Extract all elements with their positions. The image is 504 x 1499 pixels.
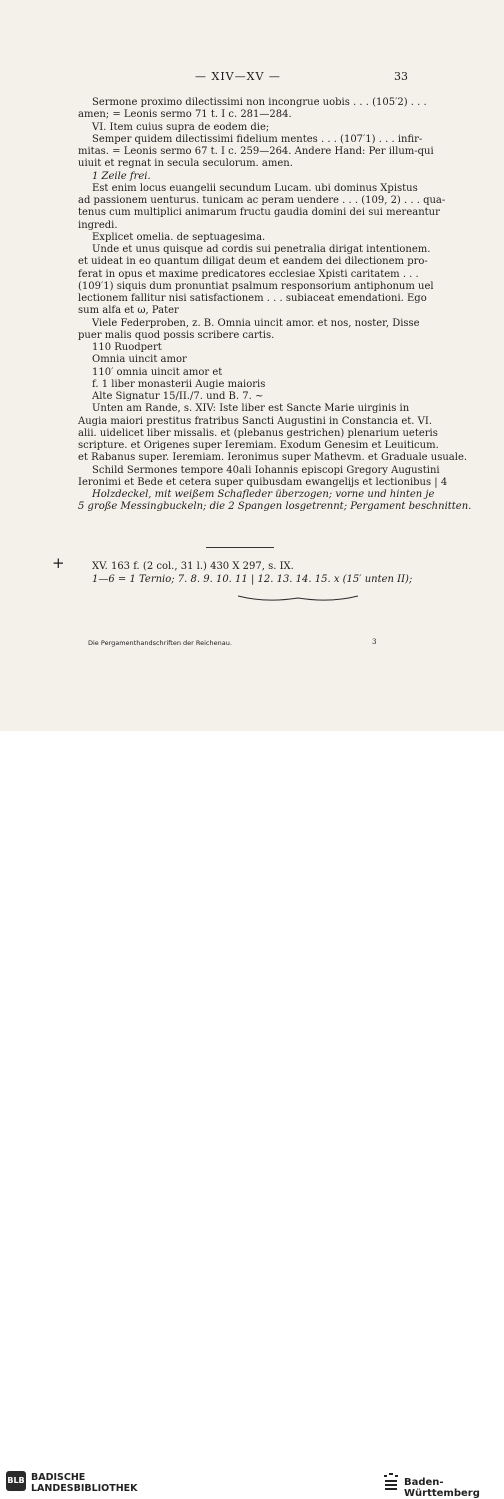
text-line: Schild Sermones tempore 40ali Iohannis episcopi Gregory Augustini (92, 464, 440, 476)
collection-footnote: Die Pergamenthandschriften der Reichenau. (88, 639, 232, 647)
entry-line: 1—6 = 1 Ternio; 7. 8. 9. 10. 11 | 12. 13. 14. 15. x (15′ unten II); (92, 573, 413, 585)
text-line: lectionem fallitur nisi satisfactionem . . . subiaceat emendationi. Ego (78, 293, 427, 304)
text-line: Ieronimi et Bede et cetera super quibusdam ewangelijs et lectionibus | 4 (78, 476, 448, 488)
blb-logo-icon[interactable]: BLB (6, 1471, 26, 1491)
manuscript-entry (92, 561, 412, 586)
text-line: ad passionem uenturus. tunicam ac peram uendere . . . (109, 2) . . . qua- (78, 195, 446, 206)
text-line: Unten am Rande, s. XIV: Iste liber est Sancte Marie uirginis in (92, 403, 410, 415)
text-line: Est enim locus euangelii secundum Lucam. ubi dominus Xpistus (92, 182, 418, 194)
text-line: 1 Zeile frei. (92, 170, 151, 182)
text-line: VI. Item cuius supra de eodem die; (92, 121, 270, 133)
plus-marker: + (52, 554, 65, 572)
text-line: mitas. = Leonis sermo 67 t. I c. 259—264. Andere Hand: Per illum-qui (78, 146, 434, 157)
text-line: Explicet omelia. de septuagesima. (92, 231, 266, 243)
text-line: alii. uidelicet liber missalis. et (plebanus gestrichen) plenarium ueteris (78, 427, 438, 439)
state-name[interactable]: Baden-Württemberg (404, 1477, 480, 1499)
text-line: (109′1) siquis dum pronuntiat psalmum responsorium antiphonum uel (78, 280, 434, 292)
library-footer (0, 731, 504, 1499)
section-divider (206, 547, 274, 548)
text-line: scripture. et Origenes super Ieremiam. Exodum Genesim et Leuiticum. (78, 440, 439, 451)
text-line: 110′ omnia uincit amor et (92, 366, 223, 378)
signature-mark: 3 (372, 638, 377, 646)
text-line: puer malis quod possis scribere cartis. (78, 329, 275, 341)
scanned-page (0, 0, 504, 731)
text-line: 5 große Messingbuckeln; die 2 Spangen losgetrennt; Pergament beschnitten. (78, 501, 472, 513)
text-line: Semper quidem dilectissimi fidelium mentes . . . (107′1) . . . infir- (92, 133, 423, 145)
page-number: 33 (394, 70, 408, 83)
text-line: Unde et unus quisque ad cordis sui penetralia dirigat intentionem. (92, 244, 431, 255)
text-line: amen; = Leonis sermo 71 t. I c. 281—284. (78, 109, 292, 121)
brace-mark (236, 594, 360, 604)
text-line: et uideat in eo quantum diligat deum et eandem dei dilectionem pro- (78, 256, 428, 268)
library-name-line: BADISCHE (31, 1472, 86, 1483)
text-line: uiuit et regnat in secula seculorum. amen. (78, 158, 293, 170)
text-line: et Rabanus super. Ieremiam. Ieronimus super Mathevm. et Graduale usuale. (78, 452, 468, 464)
text-line: sum alfa et ω, Pater (78, 305, 179, 317)
entry-line: XV. 163 f. (2 col., 31 l.) 430 X 297, s. IX. (92, 561, 294, 572)
text-line: f. 1 liber monasterii Augie maioris (92, 378, 266, 390)
text-line: 110 Ruodpert (92, 342, 162, 353)
running-title: — XIV—XV — (195, 70, 281, 83)
text-line: Omnia uincit amor (92, 354, 187, 366)
state-coat-of-arms-icon[interactable] (382, 1472, 400, 1492)
text-line: tenus cum multiplici animarum fructu gaudia domini dei sui mereantur (78, 207, 440, 219)
text-line: Holzdeckel, mit weißem Schafleder überzogen; vorne und hinten je (92, 489, 435, 500)
text-line: ingredi. (78, 219, 118, 231)
main-text (78, 97, 472, 514)
running-header (0, 70, 504, 84)
text-line: Sermone proximo dilectissimi non incongrue uobis . . . (105′2) . . . (92, 97, 427, 108)
library-name[interactable] (31, 1472, 138, 1494)
text-line: Augia maiori prestitus fratribus Sancti Augustini in Constancia et. VI. (78, 415, 433, 427)
text-line: Alte Signatur 15/II./7. und B. 7. ~ (92, 391, 264, 402)
text-line: ferat in opus et maxime predicatores ecclesiae Xpisti caritatem . . . (78, 268, 419, 280)
library-name-line: LANDESBIBLIOTHEK (31, 1483, 138, 1494)
text-line: Viele Federproben, z. B. Omnia uincit amor. et nos, noster, Disse (92, 317, 420, 329)
